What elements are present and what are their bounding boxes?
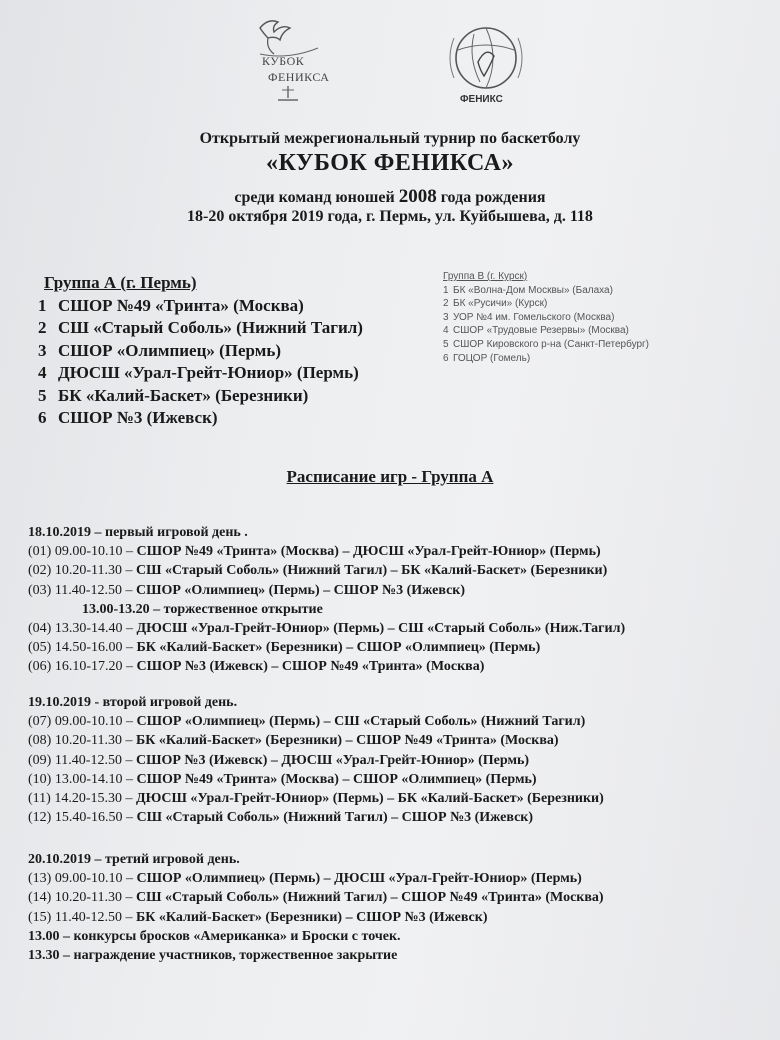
team-row bbox=[443, 284, 649, 298]
game-match: СШ «Старый Соболь» (Нижний Тагил) – БК «Калий-Баскет» (Березники) bbox=[135, 563, 608, 579]
game-match: СШОР №3 (Ижевск) – СШОР №49 «Тринта» (Москва) bbox=[136, 659, 485, 675]
game-time: 14.50-16.00 bbox=[54, 640, 123, 656]
game-number: (01) bbox=[28, 544, 52, 560]
birth-year: 2008 bbox=[398, 186, 437, 207]
opening-ceremony: 13.00-13.20 – торжественное открытие bbox=[82, 601, 323, 617]
team-number: 1 bbox=[38, 295, 47, 315]
game-row: (01) 09.00-10.10 – СШОР №49 «Тринта» (Москва) – ДЮСШ «Урал-Грейт-Юниор» (Пермь) bbox=[28, 544, 601, 560]
game-row: (15) 11.40-12.50 – БК «Калий-Баскет» (Березники) – СШОР №3 (Ижевск) bbox=[28, 909, 488, 925]
game-row: (06) 16.10-17.20 – СШОР №3 (Ижевск) – СШОР №49 «Тринта» (Москва) bbox=[28, 659, 485, 675]
game-time: 10.20-11.30 bbox=[54, 733, 122, 749]
game-row: (04) 13.30-14.40 – ДЮСШ «Урал-Грейт-Юниор» (Пермь) – СШ «Старый Соболь» (Ниж.Тагил) bbox=[28, 621, 626, 637]
team-number: 3 bbox=[443, 311, 449, 323]
game-match: СШОР №49 «Тринта» (Москва) – СШОР «Олимпиец» (Пермь) bbox=[136, 771, 537, 787]
game-match: ДЮСШ «Урал-Грейт-Юниор» (Пермь) – СШ «Старый Соболь» (Ниж.Тагил) bbox=[136, 621, 626, 637]
game-match: СШОР «Олимпиец» (Пермь) – СШ «Старый Соболь» (Нижний Тагил) bbox=[136, 714, 586, 730]
game-row: (05) 14.50-16.00 – БК «Калий-Баскет» (Березники) – СШОР «Олимпиец» (Пермь) bbox=[28, 640, 541, 656]
team-number: 2 bbox=[38, 318, 47, 337]
team-number: 2 bbox=[443, 298, 449, 310]
team-name: СШОР «Олимпиец» (Пермь) bbox=[58, 340, 281, 360]
game-time: 11.40-12.50 bbox=[54, 909, 122, 925]
game-number: (10) bbox=[28, 771, 52, 787]
group-b-list bbox=[443, 270, 649, 365]
team-number: 4 bbox=[38, 363, 47, 382]
game-row: (09) 11.40-12.50 – СШОР №3 (Ижевск) – ДЮСШ «Урал-Грейт-Юниор» (Пермь) bbox=[28, 752, 530, 768]
cup-logo bbox=[238, 14, 338, 114]
game-row: (11) 14.20-15.30 – ДЮСШ «Урал-Грейт-Юниор» (Пермь) – БК «Калий-Баскет» (Березники) bbox=[28, 791, 604, 807]
game-number: (15) bbox=[28, 909, 52, 925]
game-match: СШОР №3 (Ижевск) – ДЮСШ «Урал-Грейт-Юниор» (Пермь) bbox=[135, 752, 530, 768]
shooting-contests: 13.00 – конкурсы бросков «Американка» и Броски с точек. bbox=[28, 928, 401, 944]
game-number: (11) bbox=[28, 791, 51, 807]
team-number: 4 bbox=[443, 325, 449, 337]
game-number: (05) bbox=[28, 640, 52, 656]
group-a-title: Группа А (г. Пермь) bbox=[44, 273, 197, 292]
team-row bbox=[38, 385, 363, 408]
game-time: 16.10-17.20 bbox=[54, 659, 123, 675]
game-time: 15.40-16.50 bbox=[54, 810, 123, 826]
game-number: (08) bbox=[28, 733, 52, 749]
day-title: 18.10.2019 – первый игровой день . bbox=[28, 525, 248, 540]
game-row: (10) 13.00-14.10 – СШОР №49 «Тринта» (Москва) – СШОР «Олимпиец» (Пермь) bbox=[28, 771, 537, 787]
team-row bbox=[443, 297, 649, 311]
tournament-category bbox=[0, 186, 780, 208]
tournament-subtitle: Открытый межрегиональный турнир по баскетболу bbox=[199, 130, 581, 147]
team-number: 5 bbox=[443, 338, 449, 350]
team-row bbox=[38, 362, 363, 385]
day-title: 20.10.2019 – третий игровой день. bbox=[28, 852, 240, 867]
day-title: 19.10.2019 - второй игровой день. bbox=[28, 695, 238, 710]
game-match: СШОР №49 «Тринта» (Москва) – ДЮСШ «Урал-Грейт-Юниор» (Пермь) bbox=[136, 544, 601, 560]
game-number: (07) bbox=[28, 714, 52, 730]
game-time: 09.00-10.10 bbox=[54, 871, 123, 887]
game-number: (03) bbox=[28, 582, 52, 598]
team-name: БК «Волна-Дом Москвы» (Балаха) bbox=[453, 284, 613, 296]
tournament-dates-venue: 18-20 октября 2019 года, г. Пермь, ул. Куйбышева, д. 118 bbox=[187, 208, 593, 225]
logo-text-line1: КУБОК bbox=[262, 54, 305, 68]
team-name: УОР №4 им. Гомельского (Москва) bbox=[453, 311, 615, 323]
category-text-pre: среди команд юношей bbox=[234, 189, 395, 206]
game-number: (13) bbox=[28, 871, 52, 887]
day2-block bbox=[28, 693, 758, 827]
game-row: (14) 10.20-11.30 – СШ «Старый Соболь» (Нижний Тагил) – СШОР №49 «Тринта» (Москва) bbox=[28, 890, 604, 906]
closing-ceremony: 13.30 – награждение участников, торжественное закрытие bbox=[28, 948, 398, 964]
game-match: БК «Калий-Баскет» (Березники) – СШОР «Олимпиец» (Пермь) bbox=[136, 640, 541, 656]
day3-block bbox=[28, 850, 758, 965]
group-b-title: Группа В (г. Курск) bbox=[443, 271, 528, 282]
game-time: 11.40-12.50 bbox=[54, 752, 122, 768]
game-time: 09.00-10.10 bbox=[54, 714, 123, 730]
team-name: СШ «Старый Соболь» (Нижний Тагил) bbox=[58, 318, 363, 337]
team-name: СШОР №3 (Ижевск) bbox=[58, 408, 218, 427]
team-name: СШОР Кировского р-на (Санкт-Петербург) bbox=[453, 338, 650, 350]
team-row bbox=[443, 338, 649, 352]
logo-text-line2: ФЕНИКСА bbox=[268, 70, 330, 84]
team-name: ДЮСШ «Урал-Грейт-Юниор» (Пермь) bbox=[58, 363, 359, 382]
game-row: (07) 09.00-10.10 – СШОР «Олимпиец» (Пермь) – СШ «Старый Соболь» (Нижний Тагил) bbox=[28, 714, 586, 730]
game-match: СШ «Старый Соболь» (Нижний Тагил) – СШОР №3 (Ижевск) bbox=[136, 810, 534, 826]
game-time: 13.00-14.10 bbox=[54, 771, 123, 787]
game-time: 14.20-15.30 bbox=[54, 791, 122, 807]
game-number: (02) bbox=[28, 563, 52, 579]
game-match: СШОР «Олимпиец» (Пермь) – ДЮСШ «Урал-Грейт-Юниор» (Пермь) bbox=[136, 871, 582, 887]
team-name: СШОР «Трудовые Резервы» (Москва) bbox=[453, 325, 629, 337]
game-match: БК «Калий-Баскет» (Березники) – СШОР №49 «Тринта» (Москва) bbox=[135, 733, 559, 749]
game-number: (12) bbox=[28, 810, 52, 826]
game-time: 10.20-11.30 bbox=[54, 890, 122, 906]
team-row bbox=[443, 352, 649, 366]
game-time: 13.30-14.40 bbox=[54, 621, 123, 637]
team-row bbox=[38, 340, 363, 363]
tournament-title: «КУБОК ФЕНИКСА» bbox=[265, 150, 515, 176]
game-number: (04) bbox=[28, 621, 52, 637]
group-a-list bbox=[38, 272, 363, 430]
team-row bbox=[38, 295, 363, 318]
basketball-phoenix-icon bbox=[440, 22, 532, 96]
team-name: ГОЦОР (Гомель) bbox=[453, 352, 531, 364]
day1-block bbox=[28, 523, 758, 677]
game-number: (06) bbox=[28, 659, 52, 675]
game-row: (02) 10.20-11.30 – СШ «Старый Соболь» (Нижний Тагил) – БК «Калий-Баскет» (Березники) bbox=[28, 563, 608, 579]
game-row: (08) 10.20-11.30 – БК «Калий-Баскет» (Березники) – СШОР №49 «Тринта» (Москва) bbox=[28, 733, 559, 749]
game-match: БК «Калий-Баскет» (Березники) – СШОР №3 (Ижевск) bbox=[135, 909, 488, 925]
game-time: 09.00-10.10 bbox=[54, 544, 123, 560]
club-logo bbox=[440, 22, 532, 112]
team-name: СШОР №49 «Тринта» (Москва) bbox=[58, 295, 304, 315]
game-match: СШ «Старый Соболь» (Нижний Тагил) – СШОР №49 «Тринта» (Москва) bbox=[135, 890, 604, 906]
team-number: 3 bbox=[38, 340, 47, 360]
game-match: СШОР «Олимпиец» (Пермь) – СШОР №3 (Ижевск) bbox=[135, 582, 466, 598]
club-logo-caption: ФЕНИКС bbox=[460, 94, 503, 105]
game-row: (03) 11.40-12.50 – СШОР «Олимпиец» (Пермь) – СШОР №3 (Ижевск) bbox=[28, 582, 466, 598]
schedule-title: Расписание игр - Группа А bbox=[286, 467, 494, 486]
team-row bbox=[443, 324, 649, 338]
team-row bbox=[443, 311, 649, 325]
team-number: 6 bbox=[38, 408, 47, 427]
team-row bbox=[38, 317, 363, 340]
team-name: БК «Русичи» (Курск) bbox=[453, 298, 548, 310]
team-name: БК «Калий-Баскет» (Березники) bbox=[58, 385, 309, 405]
team-number: 5 bbox=[38, 385, 47, 405]
game-row: (12) 15.40-16.50 – СШ «Старый Соболь» (Нижний Тагил) – СШОР №3 (Ижевск) bbox=[28, 810, 534, 826]
category-text-post: года рождения bbox=[440, 189, 546, 206]
game-match: ДЮСШ «Урал-Грейт-Юниор» (Пермь) – БК «Калий-Баскет» (Березники) bbox=[135, 791, 604, 807]
game-row: (13) 09.00-10.10 – СШОР «Олимпиец» (Пермь) – ДЮСШ «Урал-Грейт-Юниор» (Пермь) bbox=[28, 871, 582, 887]
game-number: (09) bbox=[28, 752, 52, 768]
team-row bbox=[38, 407, 363, 430]
game-number: (14) bbox=[28, 890, 52, 906]
team-number: 6 bbox=[443, 352, 449, 364]
team-number: 1 bbox=[443, 284, 449, 296]
game-time: 11.40-12.50 bbox=[54, 582, 122, 598]
game-time: 10.20-11.30 bbox=[54, 563, 122, 579]
